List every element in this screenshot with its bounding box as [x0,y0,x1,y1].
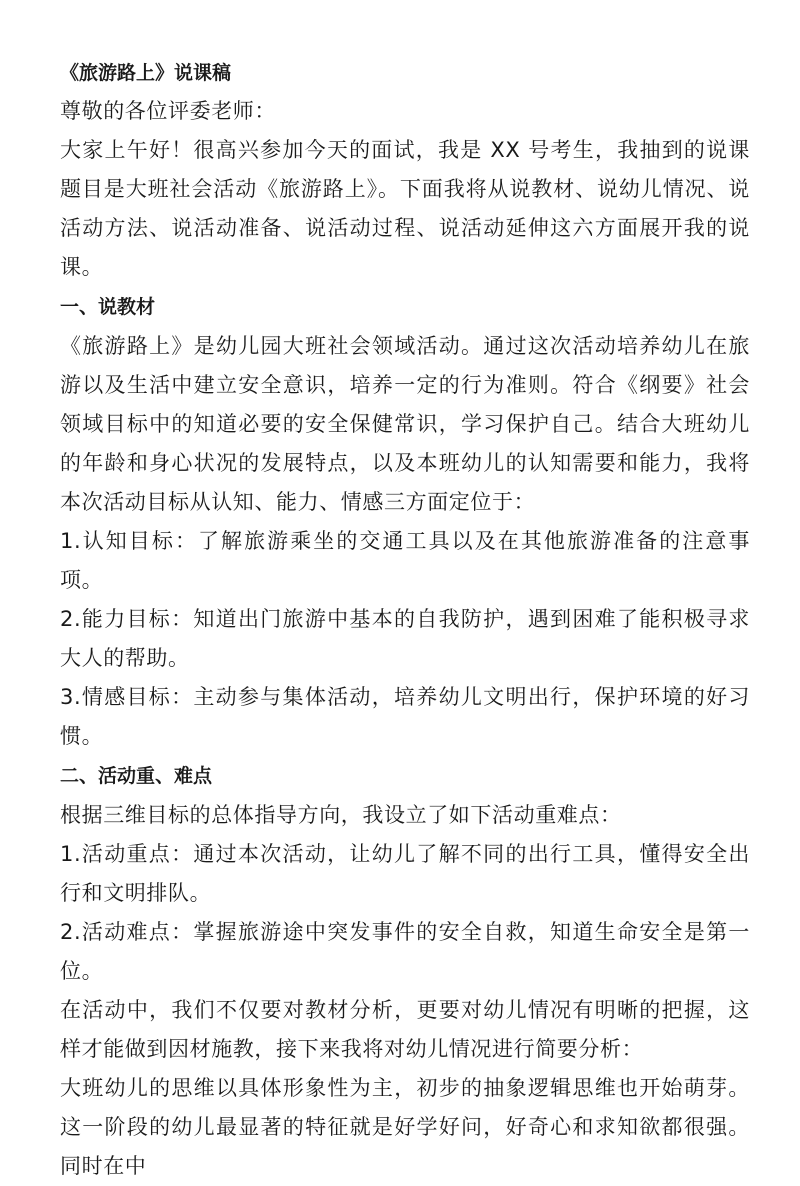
document-title: 《旅游路上》说课稿 [60,62,232,84]
goal-ability: 2.能力目标：知道出门旅游中基本的自我防护，遇到困难了能积极寻求大人的帮助。 [60,607,750,670]
greeting: 尊敬的各位评委老师： [60,99,276,123]
goal-emotion: 3.情感目标：主动参与集体活动，培养幼儿文明出行，保护环境的好习惯。 [60,685,750,748]
transition-paragraph: 在活动中，我们不仅要对教材分析，更要对幼儿情况有明晰的把握，这样才能做到因材施教，接下来我将对幼儿情况进行简要分析： [60,998,750,1061]
children-analysis-paragraph: 大班幼儿的思维以具体形象性为主，初步的抽象逻辑思维也开始萌芽。这一阶段的幼儿最显著的特征就是好学好问，好奇心和求知欲都很强。同时在中 [60,1076,750,1178]
document-page [60,58,750,1186]
difficult-point: 2.活动难点：掌握旅游途中突发事件的安全自救，知道生命安全是第一位。 [60,920,750,983]
key-points-intro: 根据三维目标的总体指导方向，我设立了如下活动重难点： [60,803,622,827]
teaching-material-paragraph: 《旅游路上》是幼儿园大班社会领域活动。通过这次活动培养幼儿在旅游以及生活中建立安全意识，培养一定的行为准则。符合《纲要》社会领域目标中的知道必要的安全保健常识，学习保护自己。结合大班幼儿的年龄和身心状况的发展特点，以及本班幼儿的认知需要和能力，我将本次活动目标从认知、能力、情感三方面定位于： [60,334,750,514]
key-point: 1.活动重点：通过本次活动，让幼儿了解不同的出行工具，懂得安全出行和文明排队。 [60,842,750,905]
section-heading-teaching-material: 一、说教材 [60,296,156,318]
intro-paragraph: 大家上午好！很高兴参加今天的面试，我是 XX 号考生，我抽到的说课题目是大班社会活动《旅游路上》。下面我将从说教材、说幼儿情况、说活动方法、说活动准备、说活动过程、说活动延伸这六方面展开我的说课。 [60,138,750,279]
goal-cognitive: 1.认知目标：了解旅游乘坐的交通工具以及在其他旅游准备的注意事项。 [60,529,750,592]
section-heading-key-points: 二、活动重、难点 [60,765,213,787]
